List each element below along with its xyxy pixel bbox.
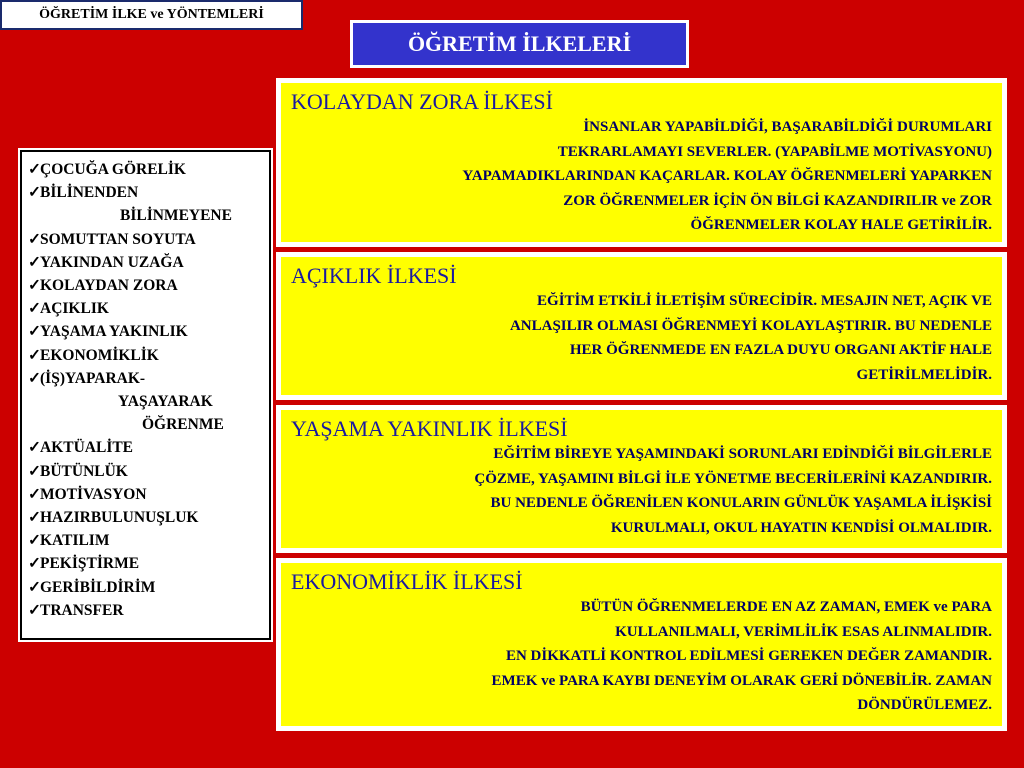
panel-body-line: KULLANILMALI, VERİMLİLİK ESAS ALINMALIDIR. — [615, 623, 992, 640]
list-item-label: PEKİŞTİRME — [40, 555, 140, 573]
checkmark-icon: ✓ — [28, 578, 41, 596]
checkmark-icon: ✓ — [28, 601, 41, 619]
panel-body-line: KURULMALI, OKUL HAYATIN KENDİSİ OLMALIDIR. — [610, 519, 992, 536]
list-item — [28, 320, 269, 343]
list-item — [28, 599, 269, 622]
checkmark-icon: ✓ — [28, 346, 41, 364]
principles-list — [20, 150, 271, 640]
panel-title: AÇIKLIK İLKESİ — [291, 263, 457, 288]
panel-body-line: DÖNDÜRÜLEMEZ. — [857, 697, 992, 713]
list-item-label-continued: ÖĞRENME — [142, 416, 224, 434]
list-item-label: BÜTÜNLÜK — [40, 462, 128, 480]
panel-yasama-yakinlik — [276, 405, 1007, 553]
panel-title: EKONOMİKLİK İLKESİ — [291, 569, 523, 594]
panel-body-line: BU NEDENLE ÖĞRENİLEN KONULARIN GÜNLÜK YAŞAMLA İLİŞKİSİ — [490, 495, 992, 511]
list-item — [28, 529, 269, 552]
list-item — [28, 483, 269, 506]
panel-kolaydan-zora — [276, 78, 1007, 247]
panel-aciklik — [276, 252, 1007, 400]
list-item — [28, 274, 269, 297]
checkmark-icon: ✓ — [28, 485, 41, 503]
list-item-label-continued: BİLİNMEYENE — [120, 207, 232, 225]
checkmark-icon: ✓ — [28, 323, 41, 341]
list-item — [28, 297, 269, 320]
panel-body-line: EĞİTİM BİREYE YAŞAMINDAKİ SORUNLARI EDİNDİĞİ BİLGİLERLE — [493, 446, 992, 462]
list-item — [28, 344, 269, 367]
slide-title: ÖĞRETİM İLKELERİ — [350, 20, 689, 68]
slide-corner-label: ÖĞRETİM İLKE ve YÖNTEMLERİ — [0, 0, 303, 30]
panel-body-line: ANLAŞILIR OLMASI ÖĞRENMEYİ KOLAYLAŞTIRIR. BU NEDENLE — [509, 317, 992, 334]
checkmark-icon: ✓ — [28, 509, 41, 527]
panel-body-line: HER ÖĞRENMEDE EN FAZLA DUYU ORGANI AKTİF HALE — [569, 342, 992, 358]
panel-body-line: GETİRİLMELİDİR. — [856, 366, 992, 383]
panel-body — [291, 289, 992, 387]
panel-body-line: ÇÖZME, YAŞAMINI BİLGİ İLE YÖNETME BECERİLERİNİ KAZANDIRIR. — [474, 470, 992, 487]
checkmark-icon: ✓ — [28, 277, 41, 295]
panel-body-line: EN DİKKATLİ KONTROL EDİLMESİ GEREKEN DEĞER ZAMANDIR. — [505, 648, 992, 664]
list-item — [28, 506, 269, 529]
list-item-label: AÇIKLIK — [40, 300, 109, 318]
checkmark-icon: ✓ — [28, 462, 41, 480]
list-item-label-continued: YAŞAYARAK — [118, 393, 213, 411]
list-item-label: ÇOCUĞA GÖRELİK — [40, 161, 186, 178]
list-item-label: EKONOMİKLİK — [40, 346, 159, 364]
checkmark-icon: ✓ — [28, 369, 41, 387]
list-item — [28, 181, 269, 227]
checkmark-icon: ✓ — [28, 253, 41, 271]
list-item — [28, 436, 269, 459]
panel-body-line: BÜTÜN ÖĞRENMELERDE EN AZ ZAMAN, EMEK ve PARA — [580, 599, 992, 615]
list-item — [28, 552, 269, 575]
list-item-label: TRANSFER — [40, 601, 124, 619]
list-item — [28, 228, 269, 251]
list-item — [28, 158, 269, 181]
panel-body-line: ÖĞRENMELER KOLAY HALE GETİRİLİR. — [690, 217, 992, 233]
list-item-label: GERİBİLDİRİM — [40, 578, 156, 596]
panel-body — [291, 595, 992, 718]
checkmark-icon: ✓ — [28, 184, 41, 202]
list-item — [28, 576, 269, 599]
panel-body-line: YAPAMADIKLARINDAN KAÇARLAR. KOLAY ÖĞRENMELERİ YAPARKEN — [462, 168, 992, 184]
panel-body-line: TEKRARLAMAYI SEVERLER. (YAPABİLME MOTİVASYONU) — [557, 143, 992, 160]
checkmark-icon: ✓ — [28, 300, 41, 318]
checkmark-icon: ✓ — [28, 555, 41, 573]
checkmark-icon: ✓ — [28, 161, 41, 178]
checkmark-icon: ✓ — [28, 439, 41, 457]
list-item-label: AKTÜALİTE — [40, 439, 134, 457]
panel-body-line: İNSANLAR YAPABİLDİĞİ, BAŞARABİLDİĞİ DURUMLARI — [583, 119, 992, 135]
list-item — [28, 251, 269, 274]
list-item-label: KOLAYDAN ZORA — [40, 277, 178, 295]
panel-body-line: ZOR ÖĞRENMELER İÇİN ÖN BİLGİ KAZANDIRILIR ve ZOR — [563, 192, 992, 209]
panel-body-line: EĞİTİM ETKİLİ İLETİŞİM SÜRECİDİR. MESAJIN NET, AÇIK VE — [537, 293, 992, 309]
panel-body — [291, 442, 992, 540]
checkmark-icon: ✓ — [28, 230, 41, 248]
panel-ekonomiklik — [276, 558, 1007, 731]
panel-body-line: EMEK ve PARA KAYBI DENEYİM OLARAK GERİ DÖNEBİLİR. ZAMAN — [491, 672, 992, 689]
list-item-label: BİLİNENDEN — [40, 184, 139, 202]
panel-title: YAŞAMA YAKINLIK İLKESİ — [291, 416, 568, 441]
list-item-label: KATILIM — [40, 532, 110, 550]
list-item-label: YAŞAMA YAKINLIK — [40, 323, 188, 341]
list-item-label: MOTİVASYON — [40, 485, 147, 503]
panel-title: KOLAYDAN ZORA İLKESİ — [291, 89, 553, 114]
list-item-label: SOMUTTAN SOYUTA — [40, 230, 196, 248]
list-item-label: YAKINDAN UZAĞA — [40, 253, 184, 271]
panel-body — [291, 115, 992, 238]
list-item-label: HAZIRBULUNUŞLUK — [40, 509, 199, 527]
list-item — [28, 367, 269, 437]
list-item-label: (İŞ)YAPARAK- — [40, 369, 146, 387]
list-item — [28, 460, 269, 483]
checkmark-icon: ✓ — [28, 532, 41, 550]
